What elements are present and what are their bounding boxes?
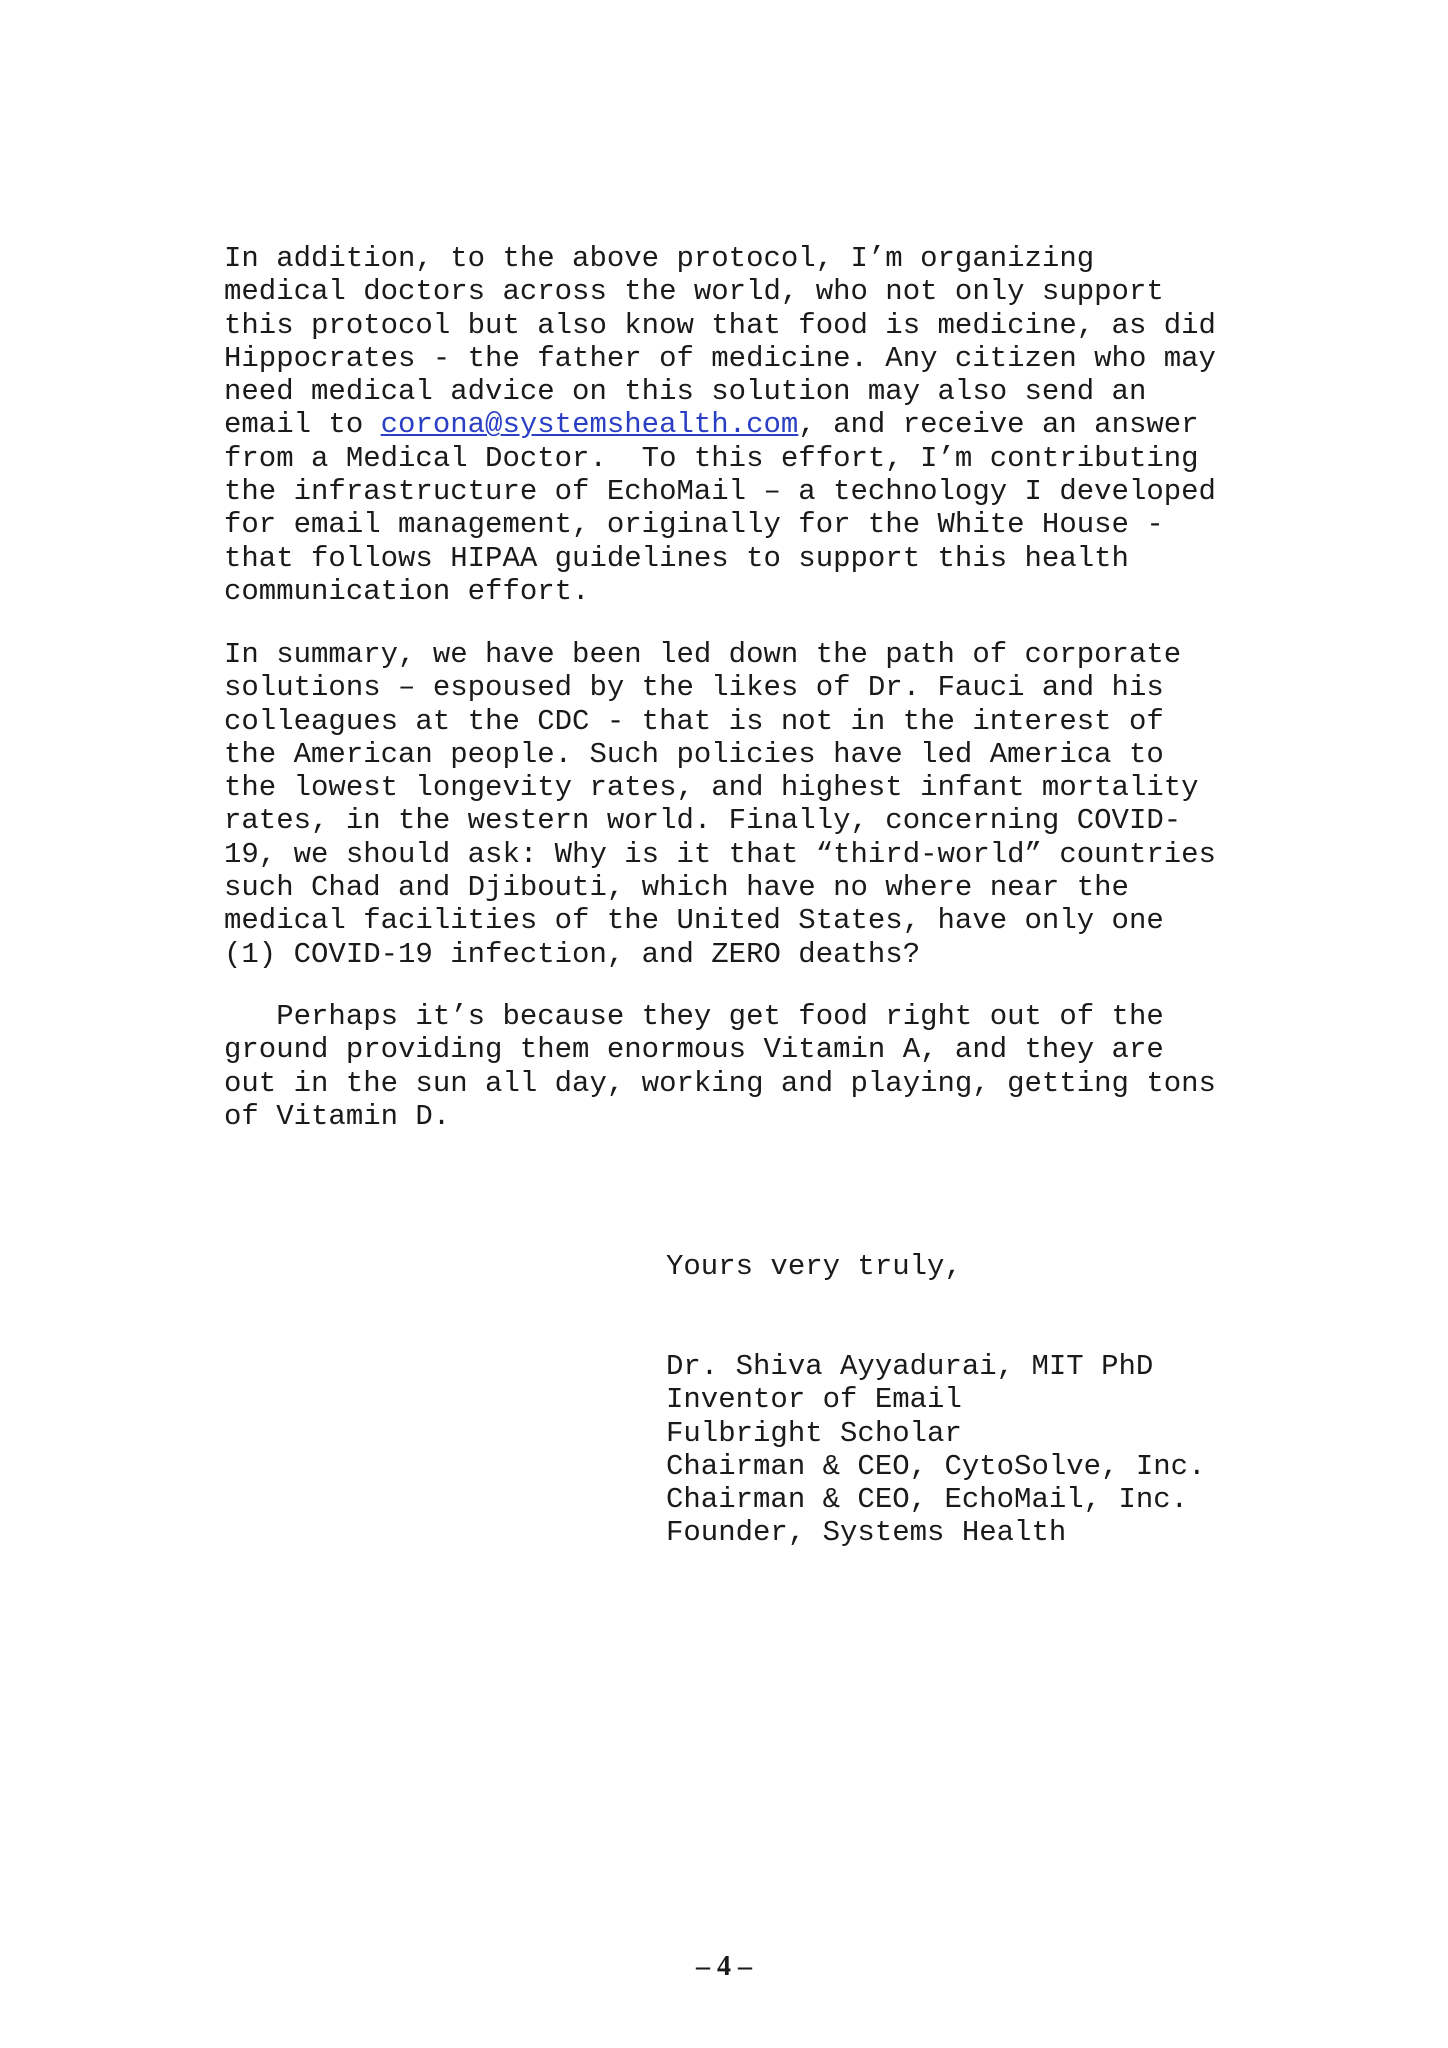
text-line-with-email <box>224 408 1216 441</box>
text-line: out in the sun all day, working and playing, getting tons <box>224 1066 1216 1100</box>
signature-title: Fulbright Scholar <box>666 1416 962 1450</box>
text-line: the American people. Such policies have led America to <box>224 737 1164 771</box>
text-line: such Chad and Djibouti, which have no where near the <box>224 871 1129 905</box>
signature-title: Inventor of Email <box>666 1383 962 1417</box>
text-fragment: , and receive an answer <box>798 408 1199 442</box>
closing-salutation <box>666 1250 962 1283</box>
text-line: from a Medical Doctor. To this effort, I’m contributing <box>224 441 1199 475</box>
closing-text: Yours very truly, <box>666 1250 962 1283</box>
paragraph-vitamins <box>224 1000 1216 1133</box>
text-line: In summary, we have been led down the path of corporate <box>224 638 1182 671</box>
text-line: of Vitamin D. <box>224 1099 451 1133</box>
text-line: (1) COVID-19 infection, and ZERO deaths? <box>224 937 921 971</box>
text-line: ground providing them enormous Vitamin A, and they are <box>224 1033 1164 1067</box>
page-number: – 4 – <box>696 1951 752 1982</box>
signature-block <box>666 1350 1206 1550</box>
text-line: this protocol but also know that food is medicine, as did <box>224 308 1216 342</box>
text-fragment: email to <box>224 408 381 442</box>
text-line: Perhaps it’s because they get food right out of the <box>224 1000 1164 1033</box>
signature-title: Chairman & CEO, EchoMail, Inc. <box>666 1483 1189 1517</box>
signature-title: Founder, Systems Health <box>666 1516 1067 1550</box>
text-line: medical facilities of the United States, have only one <box>224 904 1164 938</box>
text-line: the lowest longevity rates, and highest infant mortality <box>224 771 1199 805</box>
text-line: In addition, to the above protocol, I’m organizing <box>224 242 1095 275</box>
text-line: that follows HIPAA guidelines to support this health <box>224 541 1129 575</box>
signature-title: Chairman & CEO, CytoSolve, Inc. <box>666 1449 1206 1483</box>
text-line: 19, we should ask: Why is it that “third-world” countries <box>224 837 1216 871</box>
text-line: communication effort. <box>224 574 590 608</box>
text-line: medical doctors across the world, who not only support <box>224 275 1164 309</box>
text-line: Hippocrates - the father of medicine. Any citizen who may <box>224 341 1216 375</box>
text-line: the infrastructure of EchoMail – a technology I developed <box>224 475 1216 509</box>
text-line: solutions – espoused by the likes of Dr. Fauci and his <box>224 671 1164 705</box>
paragraph-protocol <box>224 242 1216 608</box>
email-link[interactable]: corona@systemshealth.com <box>380 408 799 442</box>
paragraph-summary <box>224 638 1216 971</box>
text-line: need medical advice on this solution may also send an <box>224 375 1147 409</box>
text-line: for email management, originally for the White House - <box>224 508 1164 542</box>
text-line: rates, in the western world. Finally, concerning COVID- <box>224 804 1182 838</box>
signature-name: Dr. Shiva Ayyadurai, MIT PhD <box>666 1350 1154 1383</box>
text-line: colleagues at the CDC - that is not in the interest of <box>224 704 1164 738</box>
